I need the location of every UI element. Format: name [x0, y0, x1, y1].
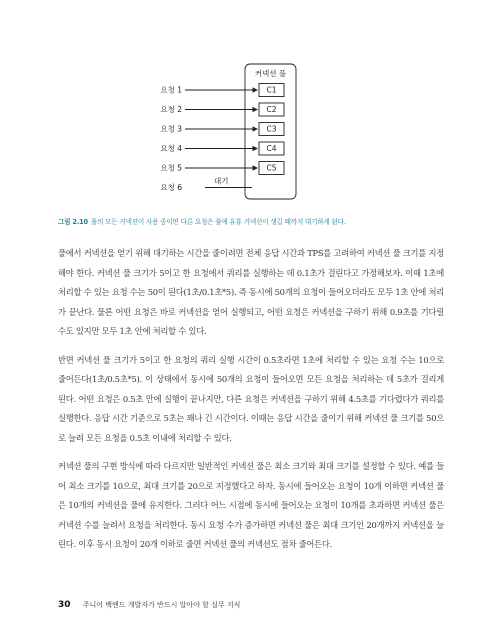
request-label: 요청 6 [160, 183, 182, 193]
paragraph: 커넥션 풀의 구현 방식에 따라 다르지만 일반적인 커넥션 풀은 최소 크기와 최대 크기를 설정할 수 있다. 예를 들어 최소 크기를 10으로, 최대 크기를 20으로 지정했다고 하자. 동시에 들어오는 요청이 10개 이하면 커넥션 풀은 10개의 커넥션을 풀에 유지한다. 그러다 어느 시점에 동시에 들어오는 요청이 10개를 초과하면 커넥션 풀은 커넥션 수를 늘려서 요청을 처리한다. 동시 요청 수가 증가하면 커넥션 풀은 최대 크기인 20개까지 커넥션을 늘린다. 이후 동시 요청이 20개 이하로 줄면 커넥션 풀의 커넥션도 점차 줄어든다. [58, 461, 444, 549]
request-label: 요청 1 [160, 85, 182, 95]
figure-label: 그림 2.10 [58, 218, 88, 226]
connection-label: C2 [266, 105, 277, 115]
figure-text: 풀의 모든 커넥션이 사용 중이면 다른 요청은 풀에 유휴 커넥션이 생길 때까지 대기하게 된다. [90, 218, 346, 226]
request-label: 요청 2 [160, 105, 182, 115]
pool-label: 커넥션 풀 [254, 69, 287, 78]
body-text [58, 244, 444, 564]
connection-pool-diagram [0, 0, 500, 215]
connection-label: C4 [266, 144, 277, 154]
request-label: 요청 3 [160, 124, 182, 134]
request-label: 요청 5 [160, 163, 182, 173]
paragraph: 반면 커넥션 풀 크기가 5이고 한 요청의 쿼리 실행 시간이 0.5초라면 1초에 처리할 수 있는 요청 수는 10으로 줄어든다(1초/0.5초*5). 이 상태에서 동시에 50개의 요청이 들어오면 모든 요청을 처리하는 데 5초가 걸리게 된다. 어떤 요청은 0.5초 만에 실행이 끝나지만, 다른 요청은 커넥션을 구하기 위해 4.5초를 기다렸다가 쿼리를 실행한다. 응답 시간 기준으로 5초는 꽤나 긴 시간이다. 이때는 응답 시간을 줄이기 위해 커넥션 풀 크기를 50으로 늘려 모든 요청을 0.5초 이내에 처리할 수 있다. [58, 354, 444, 443]
connection-label: C1 [266, 85, 277, 95]
diagram-canvas [0, 0, 500, 215]
paragraph: 풀에서 커넥션을 얻기 위해 대기하는 시간을 줄이려면 전체 응답 시간과 TPS를 고려하여 커넥션 풀 크기를 지정해야 한다. 커넥션 풀 크기가 5이고 한 요청에서 쿼리를 실행하는 데 0.1초가 걸린다고 가정해보자. 이때 1초에 처리할 수 있는 요청 수는 50이 된다(1초/0.1초*5). 즉 동시에 50개의 요청이 들어오더라도 모두 1초 안에 처리가 끝난다. 물론 어떤 요청은 바로 커넥션을 얻어 실행되고, 어떤 요청은 커넥션을 구하기 위해 0.9초를 기다릴 수도 있지만 모두 1초 안에 처리할 수 있다. [58, 248, 444, 336]
page-number: 30 [58, 600, 71, 610]
page-footer [58, 600, 458, 610]
wait-label: 대기 [214, 176, 229, 186]
request-label: 요청 4 [160, 144, 182, 154]
figure-caption [58, 216, 478, 226]
book-title: 주니어 백엔드 개발자가 반드시 알아야 할 실무 지식 [82, 601, 241, 609]
connection-label: C3 [266, 124, 277, 134]
connection-label: C5 [266, 163, 277, 173]
